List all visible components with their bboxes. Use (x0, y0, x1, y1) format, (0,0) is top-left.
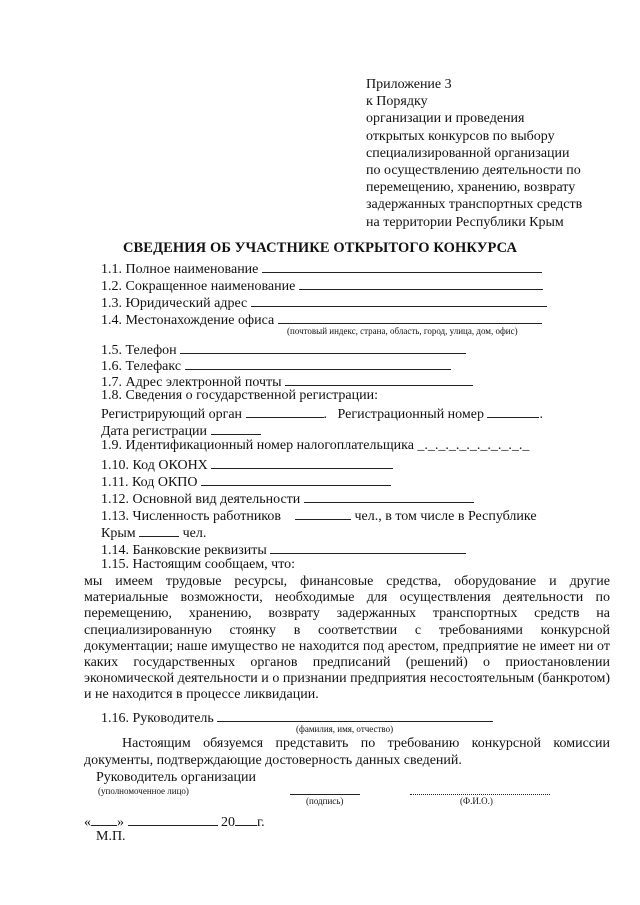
field-label: 1.11. Код ОКПО (101, 475, 198, 490)
field-inn (101, 438, 529, 454)
head-hint: (фамилия, имя, отчество) (296, 724, 394, 734)
full-name-blank[interactable] (262, 259, 542, 273)
short-name-blank[interactable] (299, 276, 543, 290)
annex-line: на территории Республики Крым (366, 214, 564, 230)
signature-blank[interactable] (290, 786, 360, 795)
registration-organ-blank[interactable] (246, 404, 324, 418)
annex-line: открытых конкурсов по выбору (366, 128, 555, 144)
field-label: 1.1. Полное наименование (101, 262, 259, 277)
activity-blank[interactable] (304, 489, 474, 503)
bank-blank[interactable] (270, 540, 466, 554)
day-blank[interactable] (91, 812, 117, 826)
annex-block (366, 76, 606, 231)
field-label: 1.10. Код ОКОНХ (101, 458, 208, 473)
field-label: 1.4. Местонахождение офиса (101, 313, 275, 328)
phone-blank[interactable] (180, 340, 466, 354)
field-label: 1.14. Банковские реквизиты (101, 543, 267, 558)
legal-address-blank[interactable] (251, 293, 547, 307)
field-label: Крым (101, 526, 136, 541)
field-label: 1.9. Идентификационный номер налогоплательщика (101, 438, 414, 453)
signature-head-label: Руководитель организации (96, 770, 256, 785)
field-label: 1.13. Численность работников (101, 509, 282, 524)
quote-close: » (117, 815, 124, 830)
annex-line: перемещению, хранению, возврату (366, 180, 576, 196)
registration-date-blank[interactable] (211, 421, 261, 435)
field-label: 1.12. Основной вид деятельности (101, 492, 301, 507)
fio-blank[interactable] (410, 786, 550, 795)
obligation-paragraph: Настоящим обязуемся представить по требованию конкурсной комиссии документы, подтверждающие достоверность данных сведений. (84, 736, 610, 768)
field-label: Регистрационный номер (337, 407, 484, 422)
office-location-hint: (почтовый индекс, страна, область, город, улица, дом, офис) (287, 326, 518, 336)
annex-line: Приложение 3 (366, 77, 452, 92)
field-label: Регистрирующий орган (101, 407, 243, 422)
okonh-blank[interactable] (211, 455, 393, 469)
year-blank[interactable] (235, 812, 257, 826)
declaration-paragraph: мы имеем трудовые ресурсы, финансовые средства, оборудование и другие материальные возможности, необходимые для осуществления деятельности по перемещению, хранению, возврату задержанных транспортных средств на специализированную стоянку в соответствии с требованиями конкурсной документации; наше имущество не находится под арестом, предприятие не имеет ни от каких государственных органов предписаний (решений) о приостановлении экономической деятельности и о признании предприятия несостоятельным (банкротом) и не находится в процессе ликвидации. (84, 574, 610, 703)
field-label: 1.7. Адрес электронной почты (101, 375, 282, 390)
field-label: чел. (182, 526, 207, 541)
form-title: СВЕДЕНИЯ ОБ УЧАСТНИКЕ ОТКРЫТОГО КОНКУРСА (122, 240, 518, 256)
authorized-hint: (уполномоченное лицо) (98, 786, 189, 796)
annex-line: организации и проведения (366, 111, 525, 127)
annex-line: по осуществлению деятельности по (366, 163, 581, 179)
employees-crimea-blank[interactable] (139, 523, 179, 537)
field-label: 1.5. Телефон (101, 343, 177, 358)
year-suffix: г. (257, 815, 265, 830)
employees-blank[interactable] (295, 506, 351, 520)
field-label: 1.2. Сокращенное наименование (101, 279, 296, 294)
stamp-label: М.П. (96, 829, 126, 844)
head-blank[interactable] (217, 708, 493, 722)
field-label: 1.3. Юридический адрес (101, 296, 248, 311)
field-label: 1.6. Телефакс (101, 359, 182, 374)
sign-hint: (подпись) (306, 796, 344, 806)
inn-blanks[interactable]: _._._._._._._._._._._ (417, 438, 530, 453)
quote-open: « (84, 815, 91, 830)
field-label: Дата регистрации (101, 424, 208, 439)
field-registration-details: Регистрирующий орган . Регистрационный номер . (101, 404, 543, 423)
fax-blank[interactable] (185, 356, 451, 370)
office-location-blank[interactable] (278, 310, 542, 324)
year-prefix: 20 (221, 815, 235, 830)
annex-line: задержанных транспортных средств (366, 197, 583, 213)
field-label: 1.16. Руководитель (101, 711, 214, 726)
annex-line: к Порядку (366, 94, 428, 110)
name-hint: (Ф.И.О.) (460, 796, 493, 806)
field-registration: 1.8. Сведения о государственной регистрации: (101, 388, 378, 403)
registration-number-blank[interactable] (487, 404, 539, 418)
annex-line: специализированной организации (366, 145, 570, 161)
field-label: чел., в том числе в Республике (354, 509, 537, 524)
month-blank[interactable] (128, 812, 218, 826)
okpo-blank[interactable] (201, 472, 391, 486)
email-blank[interactable] (285, 372, 473, 386)
field-declaration: 1.15. Настоящим сообщаем, что: (101, 557, 296, 572)
